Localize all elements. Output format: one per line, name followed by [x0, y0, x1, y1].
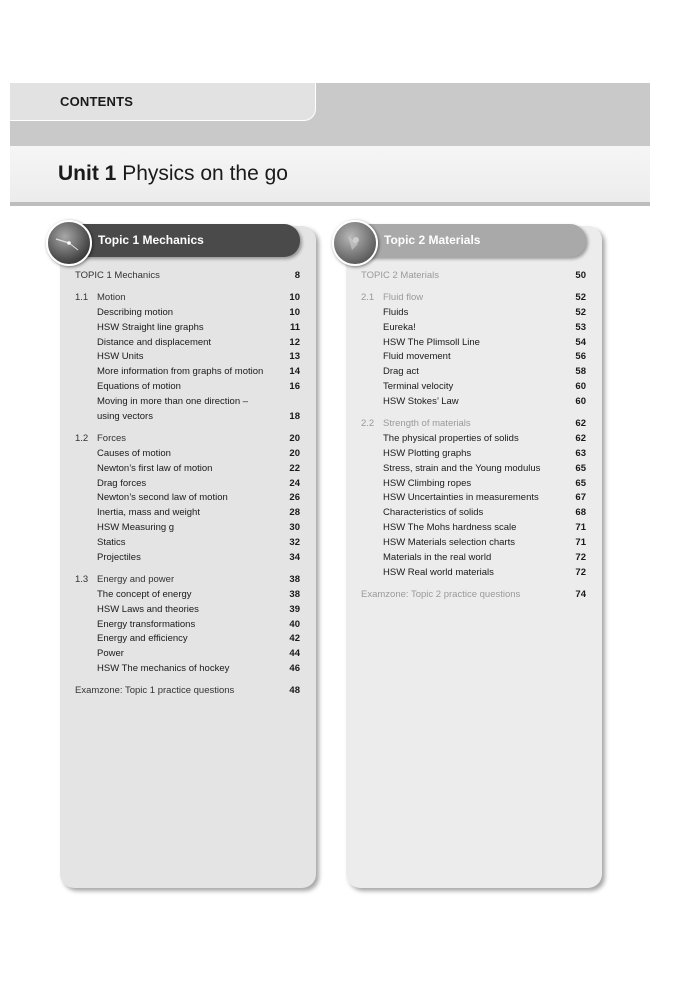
toc-entry — [75, 521, 300, 536]
section-number: 1.2 — [75, 432, 89, 444]
entry-title: using vectors — [97, 411, 153, 423]
toc-entry — [75, 536, 300, 551]
toc-entry — [361, 432, 586, 447]
section-number: 2.1 — [361, 291, 375, 303]
entry-title: HSW The mechanics of hockey — [97, 663, 230, 675]
entry-title: HSW Materials selection charts — [383, 537, 515, 549]
toc-entry — [361, 365, 586, 380]
page-number: 52 — [575, 291, 586, 303]
toc-section — [361, 291, 586, 306]
toc-entry — [75, 380, 300, 395]
entry-title: The concept of energy — [97, 588, 192, 600]
page-number: 53 — [575, 321, 586, 333]
toc-entry — [361, 321, 586, 336]
toc-entry — [361, 491, 586, 506]
topic1-tab-label: Topic 1 Mechanics — [98, 233, 204, 247]
toc-heading — [361, 269, 586, 284]
entry-title: HSW Measuring g — [97, 522, 175, 534]
page-number: 65 — [575, 462, 586, 474]
toc-entry — [361, 551, 586, 566]
entry-title: Describing motion — [97, 306, 174, 318]
entry-title: Forces — [97, 432, 127, 444]
entry-title: HSW The Mohs hardness scale — [383, 522, 517, 534]
toc-entry — [75, 410, 300, 425]
toc-entry — [75, 491, 300, 506]
topic2-tab — [356, 224, 586, 257]
entry-title: Projectiles — [97, 552, 141, 564]
toc-heading — [75, 269, 300, 284]
toc-entry — [75, 551, 300, 566]
toc-entry — [75, 365, 300, 380]
page-number: 65 — [575, 477, 586, 489]
page-number: 50 — [575, 270, 586, 281]
toc-entry — [75, 506, 300, 521]
page-number: 42 — [289, 633, 300, 645]
page-number: 18 — [289, 411, 300, 423]
unit-number: Unit 1 — [58, 162, 117, 185]
entry-title: Materials in the real world — [383, 552, 492, 564]
topic1-contents-list — [75, 269, 300, 699]
toc-section — [75, 432, 300, 447]
toc-entry — [75, 447, 300, 462]
toc-entry — [75, 306, 300, 321]
page-number: 68 — [575, 507, 586, 519]
page-number: 72 — [575, 552, 586, 564]
page-number: 52 — [575, 306, 586, 318]
entry-title: HSW Plotting graphs — [383, 447, 472, 459]
toc-heading — [361, 588, 586, 603]
entry-title: More information from graphs of motion — [97, 366, 264, 378]
entry-title: Fluids — [383, 306, 409, 318]
page-number: 38 — [289, 588, 300, 600]
toc-entry — [361, 506, 586, 521]
spacer — [75, 566, 300, 573]
entry-title: TOPIC 1 Mechanics — [75, 270, 160, 281]
page-number: 34 — [289, 552, 300, 564]
unit-title — [58, 162, 288, 186]
toc-entry — [75, 477, 300, 492]
section-number: 2.2 — [361, 418, 375, 430]
toc-entry — [75, 588, 300, 603]
page-number: 63 — [575, 447, 586, 459]
page-number: 10 — [289, 291, 300, 303]
unit-title-band — [10, 146, 650, 206]
toc-entry — [75, 632, 300, 647]
entry-title: Equations of motion — [97, 381, 181, 393]
section-number: 1.1 — [75, 291, 89, 303]
toc-entry — [75, 462, 300, 477]
page-number: 44 — [289, 648, 300, 660]
page-number: 26 — [289, 492, 300, 504]
page-number: 62 — [575, 418, 586, 430]
unit-name: Physics on the go — [122, 162, 288, 185]
toc-entry — [75, 647, 300, 662]
page-number: 40 — [289, 618, 300, 630]
entry-title: Energy transformations — [97, 618, 196, 630]
spacer — [75, 284, 300, 291]
page-number: 16 — [289, 381, 300, 393]
toc-entry — [361, 336, 586, 351]
entry-title: Newton’s first law of motion — [97, 462, 213, 474]
entry-title: HSW The Plimsoll Line — [383, 336, 480, 348]
page-number: 71 — [575, 537, 586, 549]
entry-title: Energy and power — [97, 573, 175, 585]
topic2-tab-label: Topic 2 Materials — [384, 233, 481, 247]
page-number: 13 — [289, 351, 300, 363]
page-number: 71 — [575, 522, 586, 534]
entry-title: HSW Straight line graphs — [97, 321, 204, 333]
page-number: 62 — [575, 432, 586, 444]
entry-title: Distance and displacement — [97, 336, 212, 348]
material-texture-icon — [332, 220, 378, 266]
toc-entry — [75, 603, 300, 618]
section-number: 1.3 — [75, 573, 89, 585]
topic2-contents-list — [361, 269, 586, 603]
entry-title: Strength of materials — [383, 418, 471, 430]
toc-entry — [361, 395, 586, 410]
toc-entry — [361, 447, 586, 462]
entry-title: HSW Stokes’ Law — [383, 396, 459, 408]
entry-title: Terminal velocity — [383, 381, 454, 393]
page-number: 30 — [289, 522, 300, 534]
toc-heading — [75, 684, 300, 699]
page-number: 14 — [289, 366, 300, 378]
topic1-tab — [70, 224, 300, 257]
page-number: 24 — [289, 477, 300, 489]
page-number: 39 — [289, 603, 300, 615]
entry-title: HSW Units — [97, 351, 144, 363]
entry-title: Moving in more than one direction – — [97, 396, 249, 408]
entry-title: Newton’s second law of motion — [97, 492, 228, 504]
entry-title: Energy and efficiency — [97, 633, 188, 645]
entry-title: Examzone: Topic 1 practice questions — [75, 685, 235, 697]
page-number: 8 — [294, 270, 300, 281]
toc-entry — [361, 477, 586, 492]
page-number: 11 — [289, 321, 300, 333]
entry-title: Eureka! — [383, 321, 416, 333]
toc-entry — [75, 395, 300, 410]
page-number: 10 — [289, 306, 300, 318]
spacer — [361, 410, 586, 417]
entry-title: Fluid movement — [383, 351, 451, 363]
entry-title: Stress, strain and the Young modulus — [383, 462, 541, 474]
contents-label: CONTENTS — [60, 94, 134, 109]
entry-title: HSW Laws and theories — [97, 603, 199, 615]
entry-title: Power — [97, 648, 124, 660]
contents-tab — [10, 83, 316, 121]
toc-entry — [361, 350, 586, 365]
toc-entry — [75, 618, 300, 633]
page-number: 20 — [289, 447, 300, 459]
entry-title: Motion — [97, 291, 126, 303]
entry-title: Inertia, mass and weight — [97, 507, 200, 519]
entry-title: Causes of motion — [97, 447, 171, 459]
entry-title: TOPIC 2 Materials — [361, 270, 439, 281]
page-number: 38 — [289, 573, 300, 585]
entry-title: Characteristics of solids — [383, 507, 484, 519]
page-number: 54 — [575, 336, 586, 348]
entry-title: Fluid flow — [383, 291, 424, 303]
spacer — [75, 425, 300, 432]
toc-entry — [75, 321, 300, 336]
page-number: 20 — [289, 432, 300, 444]
toc-entry — [361, 380, 586, 395]
toc-section — [75, 291, 300, 306]
spacer — [75, 677, 300, 684]
page-number: 28 — [289, 507, 300, 519]
toc-entry — [75, 662, 300, 677]
toc-entry — [361, 462, 586, 477]
entry-title: HSW Real world materials — [383, 566, 494, 578]
page-number: 74 — [575, 588, 586, 600]
entry-title: The physical properties of solids — [383, 432, 519, 444]
spacer — [361, 284, 586, 291]
page-number: 46 — [289, 663, 300, 675]
entry-title: Statics — [97, 537, 126, 549]
clock-dial-icon — [46, 220, 92, 266]
entry-title: HSW Climbing ropes — [383, 477, 472, 489]
entry-title: Drag act — [383, 366, 419, 378]
page-number: 60 — [575, 396, 586, 408]
toc-entry — [75, 336, 300, 351]
page-number: 56 — [575, 351, 586, 363]
toc-entry — [75, 350, 300, 365]
toc-entry — [361, 566, 586, 581]
page-number: 72 — [575, 566, 586, 578]
toc-entry — [361, 306, 586, 321]
toc-section — [75, 573, 300, 588]
page-number: 12 — [289, 336, 300, 348]
entry-title: HSW Uncertainties in measurements — [383, 492, 539, 504]
page-number: 22 — [289, 462, 300, 474]
page-number: 48 — [289, 685, 300, 697]
entry-title: Examzone: Topic 2 practice questions — [361, 588, 521, 600]
page-number: 60 — [575, 381, 586, 393]
page-number: 67 — [575, 492, 586, 504]
toc-entry — [361, 536, 586, 551]
spacer — [361, 581, 586, 588]
page-number: 32 — [289, 537, 300, 549]
toc-entry — [361, 521, 586, 536]
entry-title: Drag forces — [97, 477, 147, 489]
toc-section — [361, 417, 586, 432]
page-number: 58 — [575, 366, 586, 378]
